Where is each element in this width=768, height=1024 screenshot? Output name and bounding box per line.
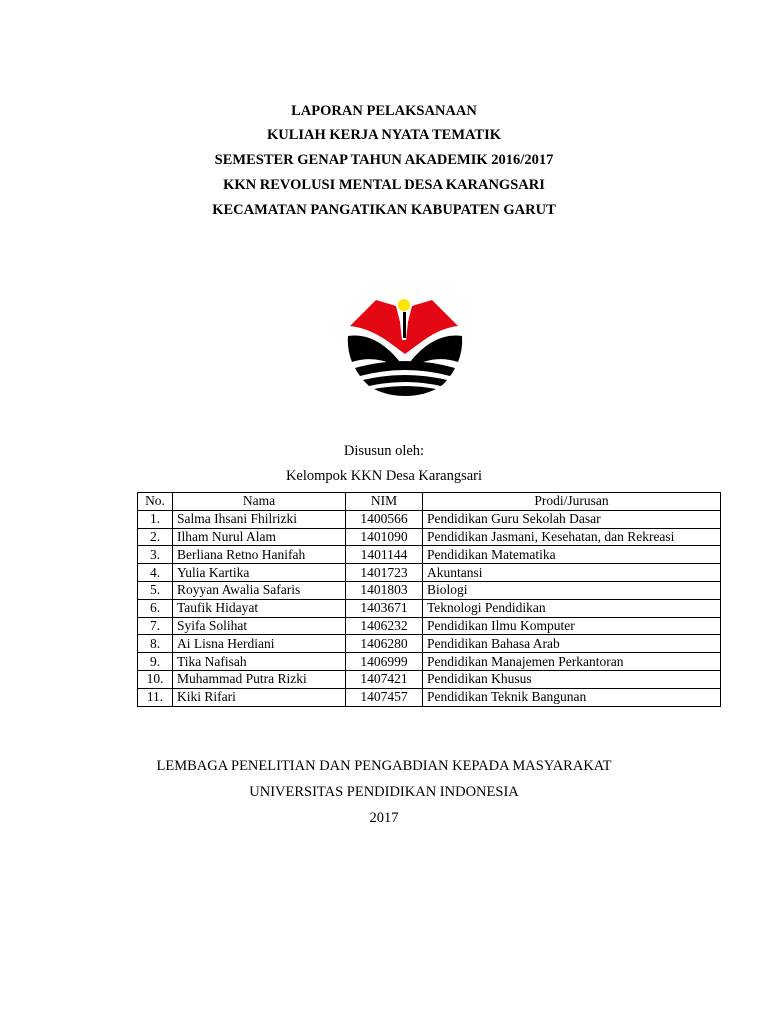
row-nim: 1401144 <box>346 546 423 564</box>
row-nim: 1406280 <box>346 635 423 653</box>
row-nama: Berliana Retno Hanifah <box>173 546 346 564</box>
row-nama: Syifa Solihat <box>173 617 346 635</box>
table-row <box>138 510 721 528</box>
row-nim: 1401803 <box>346 581 423 599</box>
title-line-4: KKN REVOLUSI MENTAL DESA KARANGSARI <box>223 177 545 193</box>
row-prodi: Pendidikan Matematika <box>423 546 721 564</box>
table-row <box>138 688 721 706</box>
footer-line-1: LEMBAGA PENELITIAN DAN PENGABDIAN KEPADA MASYARAKAT <box>156 758 612 774</box>
table-row <box>138 599 721 617</box>
row-nim: 1400566 <box>346 510 423 528</box>
row-nim: 1401090 <box>346 528 423 546</box>
row-no: 10. <box>138 670 173 688</box>
row-nama: Taufik Hidayat <box>173 599 346 617</box>
row-prodi: Biologi <box>423 581 721 599</box>
row-no: 2. <box>138 528 173 546</box>
row-no: 4. <box>138 564 173 582</box>
row-no: 1. <box>138 510 173 528</box>
row-prodi: Pendidikan Jasmani, Kesehatan, dan Rekreasi <box>423 528 721 546</box>
row-prodi: Teknologi Pendidikan <box>423 599 721 617</box>
table-row <box>138 635 721 653</box>
row-nama: Tika Nafisah <box>173 653 346 671</box>
row-nama: Royyan Awalia Safaris <box>173 581 346 599</box>
title-line-5: KECAMATAN PANGATIKAN KABUPATEN GARUT <box>212 202 556 218</box>
row-prodi: Pendidikan Guru Sekolah Dasar <box>423 510 721 528</box>
row-nim: 1407457 <box>346 688 423 706</box>
row-no: 8. <box>138 635 173 653</box>
table-header-row <box>138 493 721 511</box>
row-no: 9. <box>138 653 173 671</box>
row-prodi: Akuntansi <box>423 564 721 582</box>
table-row <box>138 653 721 671</box>
group-name: Kelompok KKN Desa Karangsari <box>285 468 483 484</box>
table-row <box>138 670 721 688</box>
header-no: No. <box>138 493 173 511</box>
header-nama: Nama <box>173 493 346 511</box>
row-prodi: Pendidikan Khusus <box>423 670 721 688</box>
footer-line-2: UNIVERSITAS PENDIDIKAN INDONESIA <box>249 784 519 800</box>
row-nama: Ai Lisna Herdiani <box>173 635 346 653</box>
table-row <box>138 546 721 564</box>
row-nama: Ilham Nurul Alam <box>173 528 346 546</box>
row-prodi: Pendidikan Bahasa Arab <box>423 635 721 653</box>
row-nama: Kiki Rifari <box>173 688 346 706</box>
row-prodi: Pendidikan Ilmu Komputer <box>423 617 721 635</box>
row-no: 3. <box>138 546 173 564</box>
row-nama: Salma Ihsani Fhilrizki <box>173 510 346 528</box>
members-table <box>137 492 721 707</box>
header-prodi: Prodi/Jurusan <box>423 493 721 511</box>
row-nama: Muhammad Putra Rizki <box>173 670 346 688</box>
title-line-3: SEMESTER GENAP TAHUN AKADEMIK 2016/2017 <box>214 152 554 168</box>
row-no: 5. <box>138 581 173 599</box>
header-nim: NIM <box>346 493 423 511</box>
row-prodi: Pendidikan Manajemen Perkantoran <box>423 653 721 671</box>
title-line-2: KULIAH KERJA NYATA TEMATIK <box>266 127 502 143</box>
row-no: 11. <box>138 688 173 706</box>
row-nim: 1406232 <box>346 617 423 635</box>
table-row <box>138 581 721 599</box>
table-row <box>138 528 721 546</box>
row-no: 6. <box>138 599 173 617</box>
table-row <box>138 617 721 635</box>
row-nim: 1407421 <box>346 670 423 688</box>
row-nim: 1401723 <box>346 564 423 582</box>
university-logo <box>346 292 464 396</box>
row-nama: Yulia Kartika <box>173 564 346 582</box>
row-nim: 1406999 <box>346 653 423 671</box>
row-no: 7. <box>138 617 173 635</box>
row-nim: 1403671 <box>346 599 423 617</box>
title-line-1: LAPORAN PELAKSANAAN <box>291 103 477 119</box>
footer-year: 2017 <box>369 810 399 826</box>
row-prodi: Pendidikan Teknik Bangunan <box>423 688 721 706</box>
table-row <box>138 564 721 582</box>
prepared-by-label: Disusun oleh: <box>343 443 425 459</box>
